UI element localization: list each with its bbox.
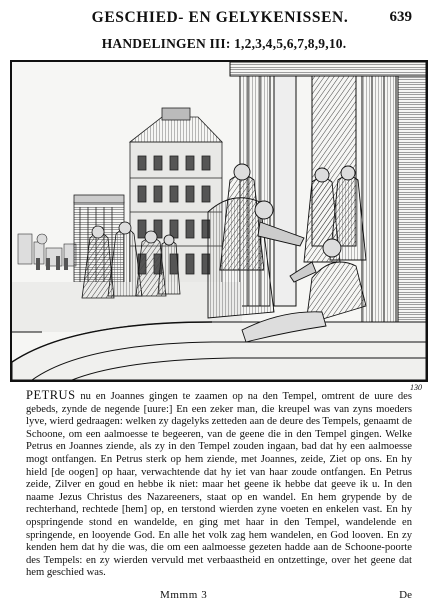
page-number: 639 xyxy=(389,9,412,25)
plate-number: 130 xyxy=(410,383,422,392)
engraving-illustration xyxy=(10,60,428,382)
running-title: GESCHIED- EN GELYKENISSEN. xyxy=(91,9,349,26)
paragraph-body: nu en Joannes gingen te zaamen op na den Tempel, omtrent de uure des gebeds, zynde de negende [uure:] En een zeker man, die kreupel was van zyns moeders lyve, wierd gedraagen: welken zy dagelyks zetteden aan de deure des Tempels, genaamt de Schoone, om een aalmoesse te begeeren, van de geene die in den Tempel gingen. Welke Petrus en Joannes ziende, als zy in den Tempel zouden ingaan, bad dat hy een aalmoesse mogt ontfangen. En Petrus sterk op hem ziende, met Joannes, zeide, Ziet op ons. En hy hield [de oogen] op haar, verwachtende dat hy iet van haar zoude ontfangen. En Petrus zeide, Zilver en goud en hebbe ik niet: maar het geene ik hebbe dat geeve ik u. In den naame Jezus Christus des Nazareeners, staat op en wandel. En hem grypende by de rechterhand, rechtede [hem] op, en terstond wierden zyne voeten en enkelen vast. En hy opspringende stond en wandelde, en ging met haar in den Tempel, wandelende en springende, en looyende God. En alle het volk zag hem wandelen, en God looven. En zy kenden hem dat hy die was, die om een aalmoesse gezeten hadde aan de Schoone-poorte des Tempels: en zy wierden vervuld met verbaastheid en ontzettinge, over het geene dat hem geschied was. xyxy=(26,391,412,579)
signature-mark: Mmmm 3 xyxy=(160,589,208,601)
scripture-text xyxy=(26,389,412,580)
lead-word: PETRUS xyxy=(26,388,76,402)
chapter-heading: HANDELINGEN III: 1,2,3,4,5,6,7,8,9,10. xyxy=(101,36,347,51)
catchword: De xyxy=(399,589,412,601)
engraving-scene xyxy=(12,62,426,380)
scripture-paragraph xyxy=(26,389,412,580)
